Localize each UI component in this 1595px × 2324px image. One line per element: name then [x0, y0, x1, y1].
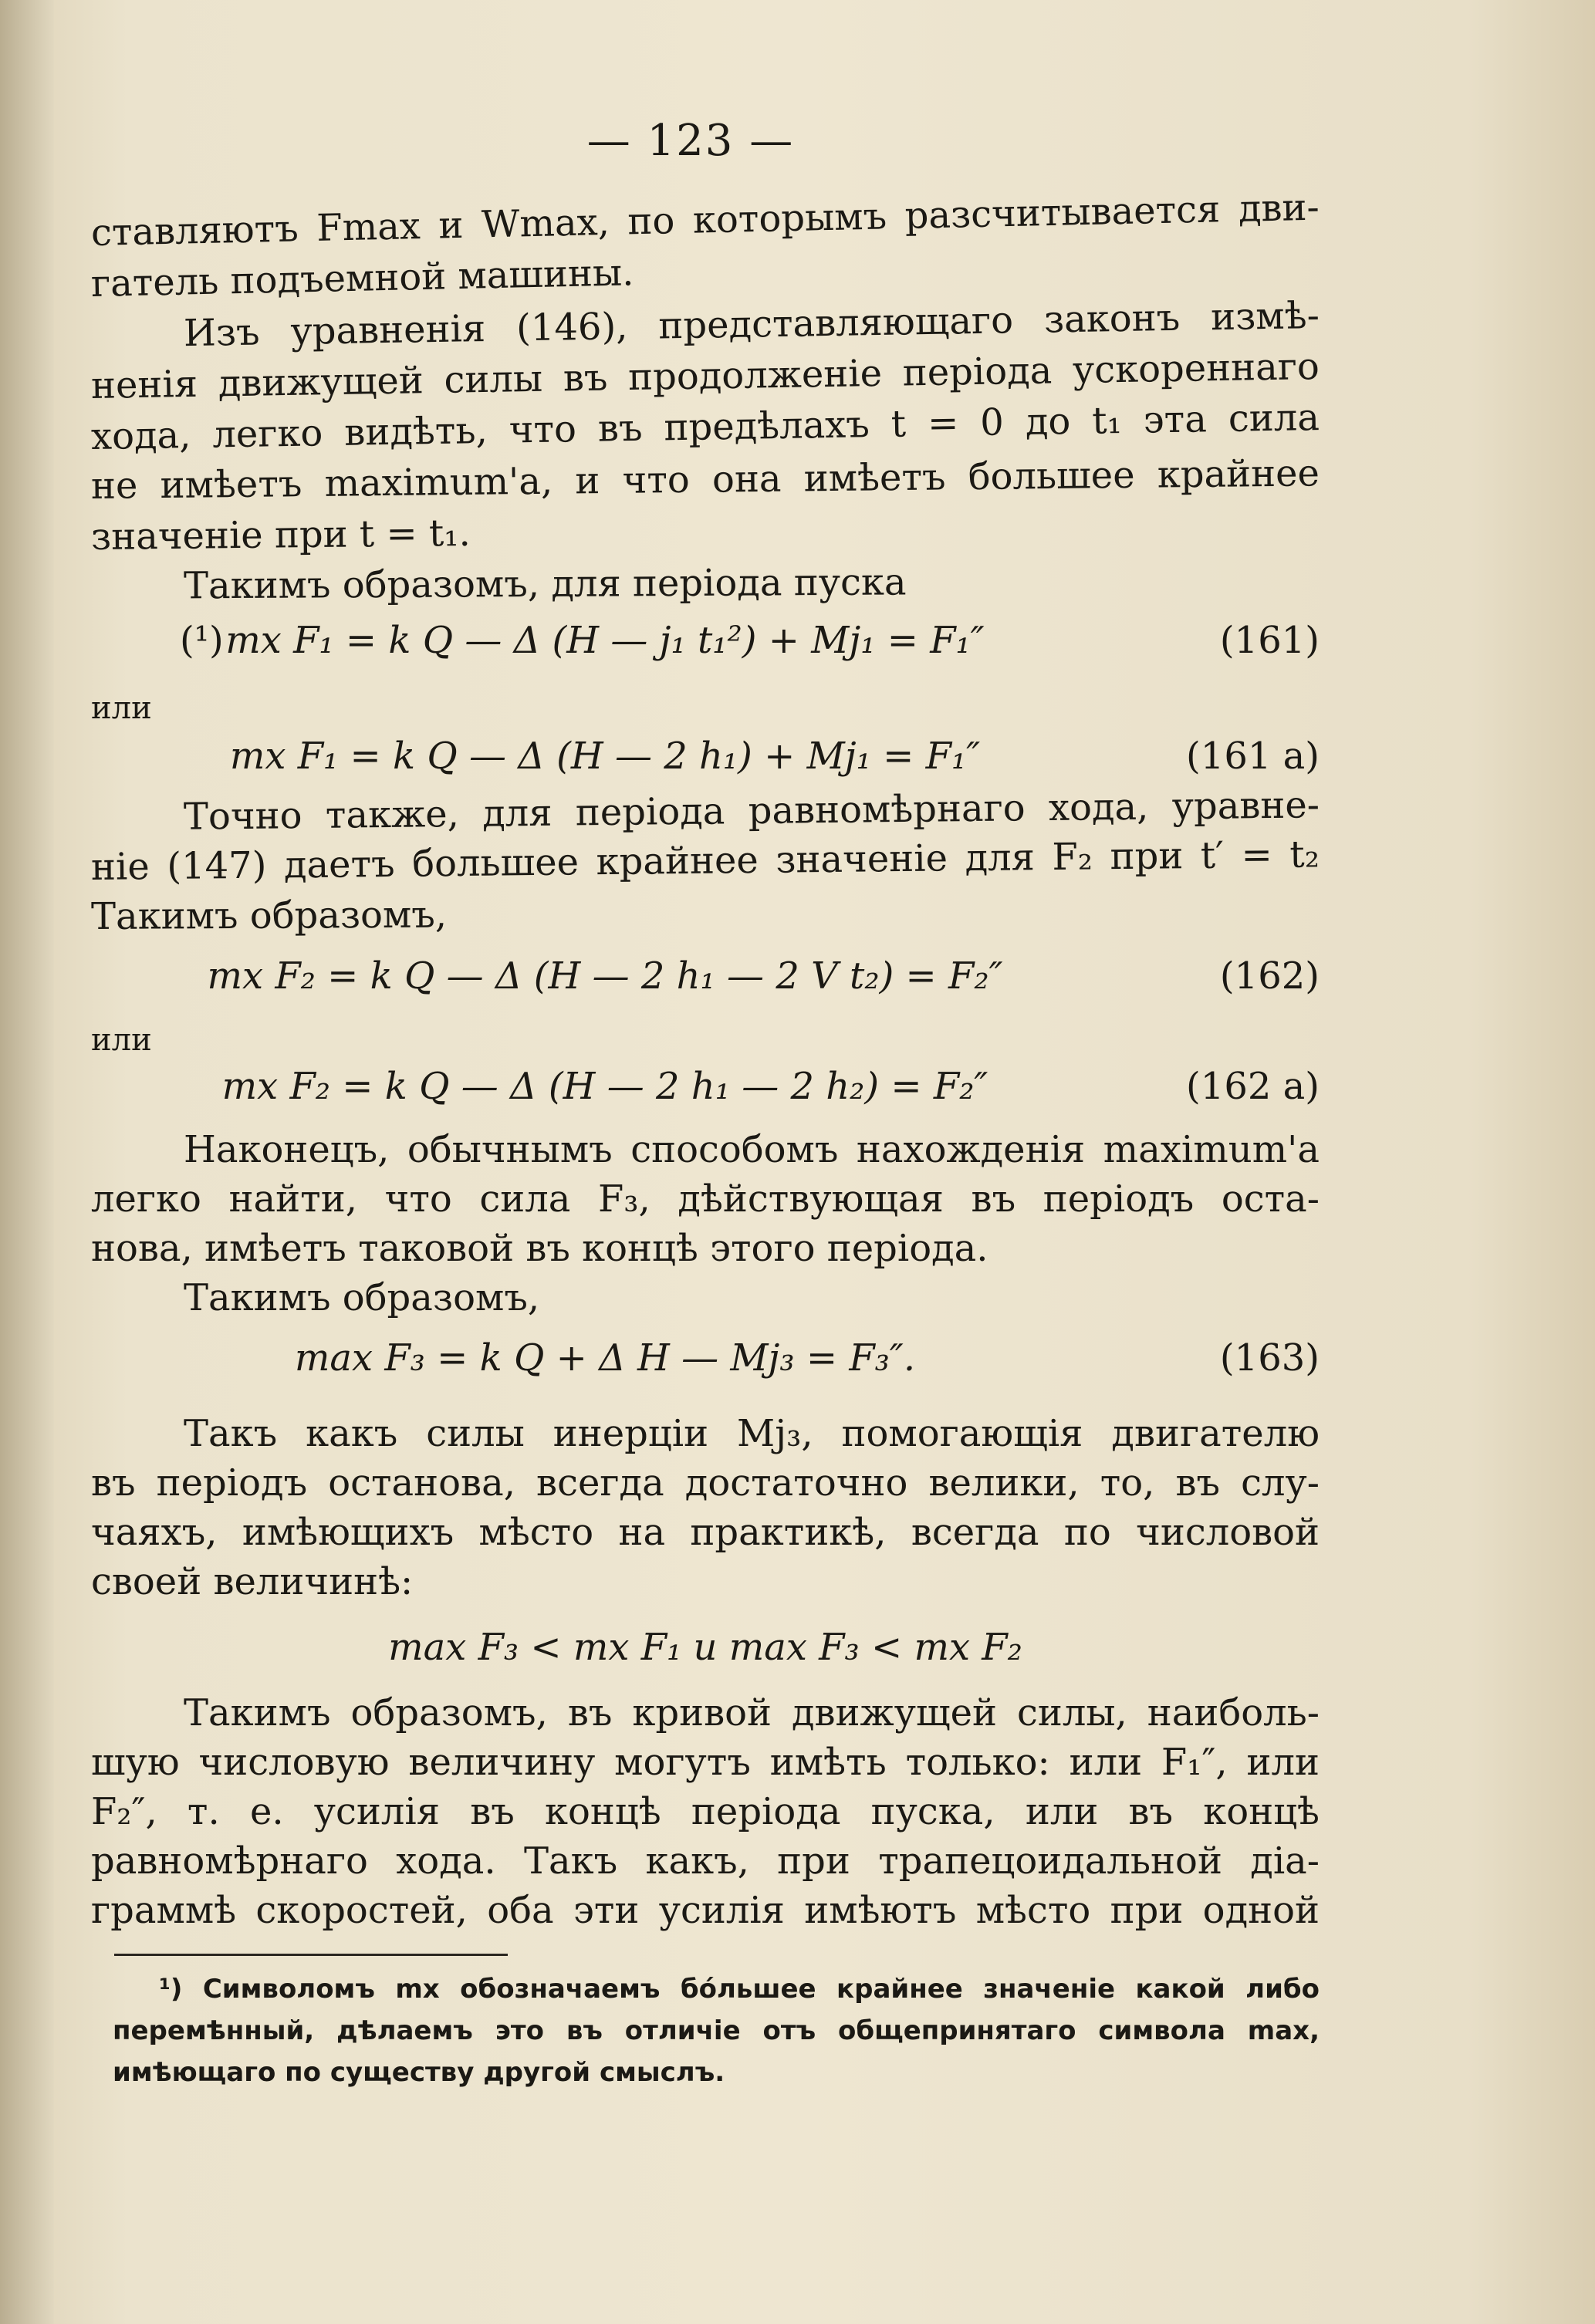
formula-162a	[91, 1059, 1320, 1113]
text-line: Такимъ образомъ, для періода пуска	[183, 560, 907, 608]
text-line: Такимъ образомъ,	[184, 1276, 540, 1319]
formula-163	[91, 1331, 1320, 1385]
equation-number: (161 a)	[1186, 735, 1320, 778]
word-or: или	[91, 691, 152, 726]
formula-expression: mx F₁ = k Q — Δ (H — j₁ t₁²) + Mj₁ = F₁″	[225, 619, 985, 662]
text-line: Такъ какъ силы инерціи Mj₃, помогающія двигателю	[184, 1412, 1320, 1455]
footnote-divider	[114, 1954, 508, 1956]
equation-number: (162)	[1219, 954, 1320, 998]
text-line: Изъ уравненія (146), представляющаго законъ измѣ-	[183, 293, 1320, 356]
formula-inequality	[91, 1620, 1320, 1674]
text-line: въ періодъ останова, всегда достаточно велики, то, въ слу-	[91, 1461, 1320, 1505]
text-line: нова, имѣетъ таковой въ концѣ этого періода.	[91, 1227, 988, 1270]
text-line: шую числовую величину могутъ имѣть только: или F₁″, или	[91, 1741, 1320, 1784]
equation-number: (163)	[1219, 1336, 1320, 1380]
formula-162	[91, 949, 1320, 1003]
text-line: легко найти, что сила F₃, дѣйствующая въ періодъ оста-	[91, 1177, 1320, 1221]
footnote-line: перемѣнный, дѣлаемъ это въ отличіе отъ общепринятаго символа max,	[113, 2015, 1320, 2046]
formula-expression: max F₃ < mx F₁ и max F₃ < mx F₂	[388, 1626, 1022, 1669]
formula-expression: mx F₂ = k Q — Δ (H — 2 h₁ — 2 V t₂) = F₂″	[207, 954, 1003, 998]
text-line: своей величинѣ:	[91, 1560, 414, 1603]
text-line: значеніе при t = t₁.	[90, 511, 471, 559]
page-number: — 123 —	[586, 116, 795, 166]
text-line: гатель подъемной машины.	[90, 251, 634, 306]
word-or: или	[91, 1022, 152, 1058]
footnote-marker: (¹)	[180, 619, 224, 662]
text-line: не имѣетъ maximum'a, и что она имѣетъ большее крайнее	[90, 451, 1320, 508]
text-line: F₂″, т. е. усилія въ концѣ періода пуска, или въ концѣ	[91, 1790, 1320, 1833]
text-line: Наконецъ, обычнымъ способомъ нахожденія maximum'a	[184, 1128, 1320, 1171]
text-line: ненія движущей силы въ продолженіе періода ускореннаго	[90, 344, 1320, 407]
text-line: чаяхъ, имѣющихъ мѣсто на практикѣ, всегда по числовой	[91, 1511, 1320, 1554]
footnote-line: имѣющаго по существу другой смыслъ.	[113, 2057, 725, 2088]
text-line: ніе (147) даетъ большее крайнее значеніе для F₂ при t′ = t₂	[90, 833, 1320, 889]
text-line: Точно также, для періода равномѣрнаго хода, уравне-	[183, 783, 1320, 839]
formula-expression: mx F₂ = k Q — Δ (H — 2 h₁ — 2 h₂) = F₂″	[221, 1065, 988, 1108]
text-line: Такимъ образомъ, въ кривой движущей силы, наиболь-	[184, 1691, 1320, 1735]
formula-expression: mx F₁ = k Q — Δ (H — 2 h₁) + Mj₁ = F₁″	[229, 735, 981, 778]
page-binding-shadow	[0, 0, 54, 2324]
equation-number: (162 a)	[1186, 1065, 1320, 1108]
text-line: равномѣрнаго хода. Такъ какъ, при трапецоидальной діа-	[91, 1839, 1320, 1883]
text-line: хода, легко видѣть, что въ предѣлахъ t = 0 до t₁ эта сила	[90, 395, 1320, 458]
text-line: граммѣ скоростей, оба эти усилія имѣютъ мѣсто при одной	[91, 1889, 1320, 1932]
text-line: ставляютъ Fmax и Wmax, по которымъ разсчитывается дви-	[90, 185, 1320, 255]
text-line: Такимъ образомъ,	[90, 893, 448, 938]
formula-161	[91, 613, 1320, 667]
equation-number: (161)	[1219, 619, 1320, 662]
formula-expression: max F₃ = k Q + Δ H — Mj₃ = F₃″.	[294, 1336, 916, 1380]
formula-161a	[91, 729, 1320, 783]
footnote-line: ¹) Символомъ mx обозначаемъ бóльшее крайнее значеніе какой либо	[159, 1974, 1320, 2005]
